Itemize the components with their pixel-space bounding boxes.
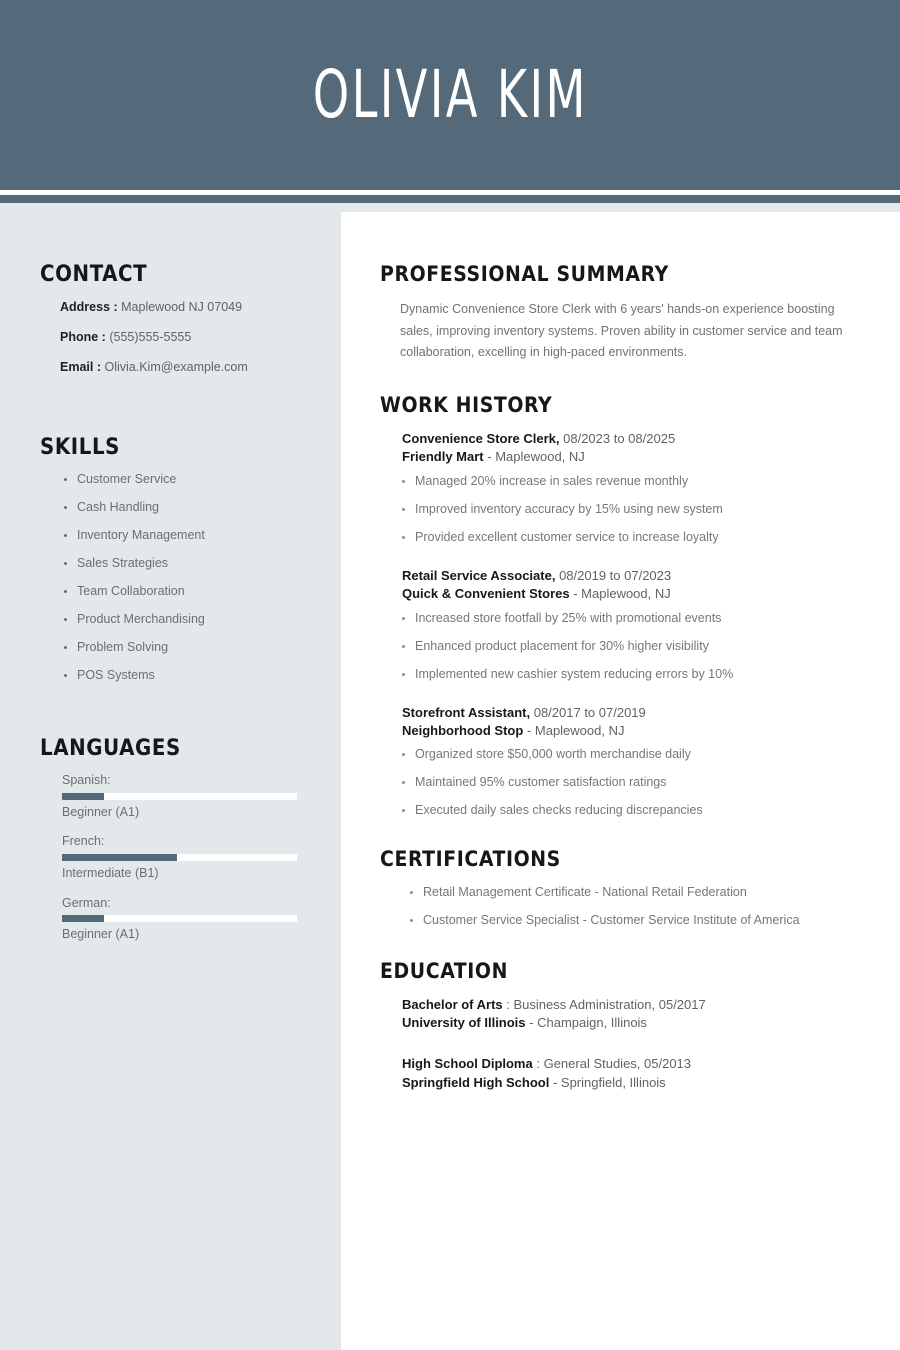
list-item: Increased store footfall by 25% with promotional events [402, 611, 870, 626]
job-bullet-list [402, 474, 870, 545]
list-item: Improved inventory accuracy by 15% using new system [402, 502, 870, 517]
language-level: Intermediate (B1) [62, 866, 159, 881]
job-entry [402, 430, 870, 545]
language-level: Beginner (A1) [62, 927, 140, 942]
language-item-spanish [62, 773, 307, 820]
language-name: French: [62, 834, 105, 849]
section-professional-summary [380, 263, 870, 364]
list-item: Team Collaboration [64, 584, 307, 599]
education-degree: High School Diploma [402, 1056, 533, 1072]
job-title: Convenience Store Clerk, [402, 430, 560, 446]
list-item: Enhanced product placement for 30% higher visibility [402, 639, 870, 654]
job-location: - Maplewood, NJ [573, 586, 671, 602]
job-company: Neighborhood Stop [402, 722, 524, 738]
contact-address-value: Maplewood NJ 07049 [121, 300, 243, 315]
job-title: Storefront Assistant, [402, 704, 531, 720]
language-proficiency-bar [62, 915, 297, 922]
contact-email [60, 359, 307, 376]
list-item: Customer Service [64, 472, 307, 487]
job-dates: 08/2023 to 08/2025 [563, 430, 676, 446]
job-company: Quick & Convenient Stores [402, 586, 570, 602]
list-item: Retail Management Certificate - National Retail Federation [410, 885, 870, 900]
education-school: Springfield High School [402, 1075, 550, 1091]
job-company: Friendly Mart [402, 449, 484, 465]
education-location: - Springfield, Illinois [552, 1075, 666, 1091]
language-name: Spanish: [62, 773, 111, 788]
job-title-line [402, 430, 870, 448]
section-education [380, 960, 870, 1093]
job-title-line [402, 704, 870, 722]
contact-email-value: Olivia.Kim@example.com [104, 359, 248, 374]
job-location: - Maplewood, NJ [526, 722, 625, 738]
contact-email-label: Email : [60, 359, 101, 374]
list-item: Executed daily sales checks reducing discrepancies [402, 803, 870, 818]
job-location: - Maplewood, NJ [487, 449, 585, 465]
section-languages [40, 737, 307, 943]
job-entry [402, 567, 870, 682]
language-proficiency-bar [62, 793, 297, 800]
education-field: : General Studies, 05/2013 [536, 1056, 692, 1072]
job-title: Retail Service Associate, [402, 567, 556, 583]
languages-list [40, 773, 307, 943]
education-heading: EDUCATION [380, 958, 508, 983]
spacer [40, 402, 307, 436]
work-history-heading: WORK HISTORY [380, 392, 553, 417]
job-dates: 08/2019 to 07/2023 [559, 567, 672, 583]
education-entry [402, 1055, 870, 1093]
summary-heading: PROFESSIONAL SUMMARY [380, 262, 669, 286]
language-proficiency-fill [62, 854, 177, 861]
section-skills [40, 436, 307, 683]
education-degree-line [402, 996, 870, 1015]
list-item: Product Merchandising [64, 612, 307, 627]
list-item: Cash Handling [64, 500, 307, 515]
job-dates: 08/2017 to 07/2019 [533, 704, 646, 720]
job-bullet-list [402, 747, 870, 818]
languages-heading: LANGUAGES [40, 736, 181, 761]
section-certifications [380, 848, 870, 927]
education-degree-line [402, 1055, 870, 1074]
sidebar [0, 203, 341, 1350]
list-item: Customer Service Specialist - Customer Service Institute of America [410, 913, 870, 928]
job-company-line [402, 722, 870, 740]
header-banner [0, 0, 900, 190]
education-school-line [402, 1014, 870, 1033]
contact-address-label: Address : [60, 300, 118, 315]
contact-phone-label: Phone : [60, 330, 106, 345]
language-proficiency-bar [62, 854, 297, 861]
job-company-line [402, 448, 870, 466]
list-item: Inventory Management [64, 528, 307, 543]
header-accent-rule [0, 195, 900, 203]
language-item-german [62, 896, 307, 943]
list-item: Implemented new cashier system reducing errors by 10% [402, 667, 870, 682]
list-item: POS Systems [64, 668, 307, 683]
language-level: Beginner (A1) [62, 804, 140, 819]
skills-heading: SKILLS [40, 434, 121, 460]
job-title-line [402, 567, 870, 585]
education-entry [402, 996, 870, 1034]
list-item: Maintained 95% customer satisfaction ratings [402, 775, 870, 790]
language-name: German: [62, 895, 111, 910]
list-item: Provided excellent customer service to increase loyalty [402, 530, 870, 545]
skills-list [40, 472, 307, 683]
certifications-heading: CERTIFICATIONS [380, 847, 561, 872]
list-item: Sales Strategies [64, 556, 307, 571]
candidate-name: OLIVIA KIM [312, 56, 588, 133]
education-field: : Business Administration, 05/2017 [506, 996, 706, 1012]
education-school: University of Illinois [402, 1015, 526, 1031]
summary-text: Dynamic Convenience Store Clerk with 6 years' hands-on experience boosting sales, improving inventory systems. Proven ability in customer service and team collaboration, excelling in high-paced environments. [400, 302, 843, 360]
contact-phone [60, 329, 307, 346]
main-column [341, 212, 900, 1350]
spacer [40, 709, 307, 737]
job-company-line [402, 585, 870, 603]
education-degree: Bachelor of Arts [402, 996, 503, 1012]
job-bullet-list [402, 611, 870, 682]
contact-heading: CONTACT [40, 262, 148, 287]
section-contact [40, 263, 307, 376]
contact-phone-value: (555)555-5555 [109, 330, 192, 345]
certifications-list [410, 885, 870, 928]
list-item: Organized store $50,000 worth merchandise daily [402, 747, 870, 762]
contact-list [60, 299, 307, 376]
language-proficiency-fill [62, 915, 104, 922]
education-school-line [402, 1074, 870, 1093]
language-proficiency-fill [62, 793, 104, 800]
job-entry [402, 704, 870, 819]
list-item: Managed 20% increase in sales revenue monthly [402, 474, 870, 489]
contact-address [60, 299, 307, 316]
language-item-french [62, 834, 307, 881]
section-work-history [380, 394, 870, 819]
list-item: Problem Solving [64, 640, 307, 655]
education-location: - Champaign, Illinois [529, 1015, 647, 1031]
